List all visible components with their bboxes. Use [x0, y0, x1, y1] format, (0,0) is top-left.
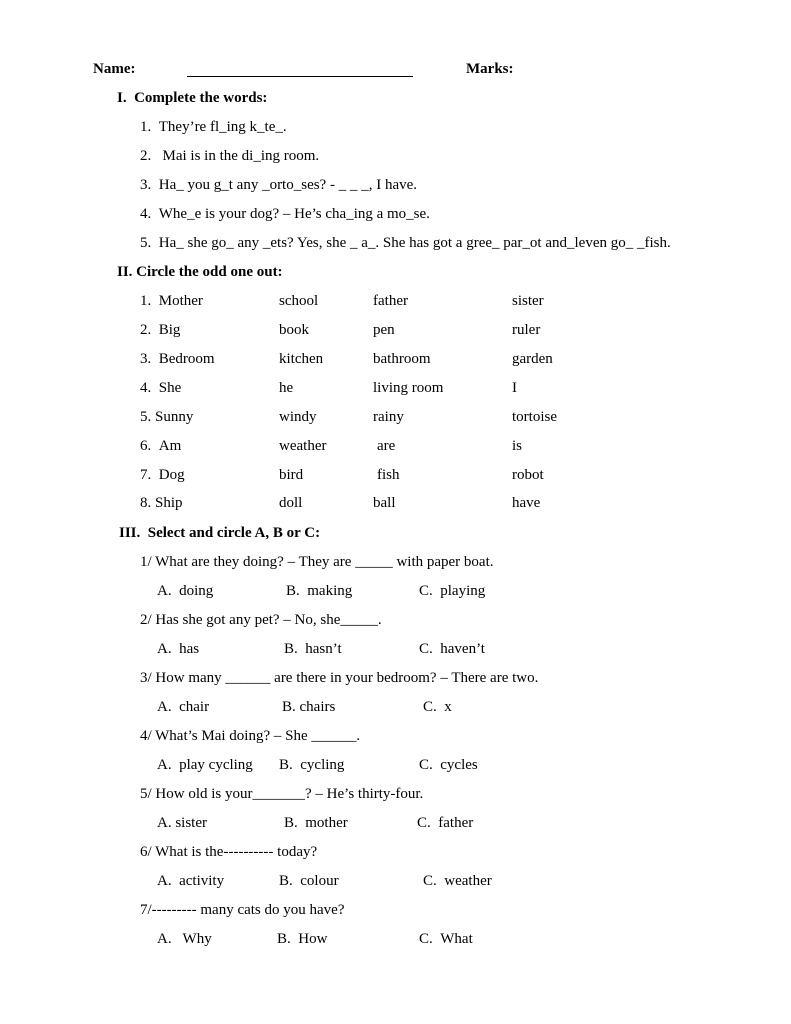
- odd-one-row-word: 3. Bedroom: [140, 351, 215, 367]
- option-a[interactable]: A. has: [157, 641, 200, 657]
- option-b[interactable]: B. mother: [284, 815, 348, 831]
- option-c[interactable]: C. father: [417, 815, 474, 831]
- option-b[interactable]: B. How: [277, 931, 328, 947]
- odd-one-row-word: kitchen: [279, 351, 324, 367]
- odd-one-row-word: doll: [279, 495, 303, 511]
- section-1-item: 5. Ha_ she go_ any _ets? Yes, she _ a_. She has got a gree_ par_ot and_leven go_ _fish.: [140, 235, 671, 251]
- question-text: 7/--------- many cats do you have?: [140, 902, 345, 918]
- odd-one-row-word: 4. She: [140, 380, 182, 396]
- odd-one-row-word: he: [279, 380, 294, 396]
- odd-one-row-word: rainy: [373, 409, 404, 425]
- odd-one-row-word: ruler: [512, 322, 541, 338]
- odd-one-row-word: weather: [279, 438, 327, 454]
- odd-one-row-word: have: [512, 495, 541, 511]
- option-a[interactable]: A. Why: [157, 931, 212, 947]
- option-a[interactable]: A. sister: [157, 815, 207, 831]
- option-a[interactable]: A. doing: [157, 583, 214, 599]
- section-1-title: I. Complete the words:: [117, 90, 268, 106]
- section-1-item: 3. Ha_ you g_t any _orto_ses? - _ _ _, I have.: [140, 177, 418, 193]
- odd-one-row-word: living room: [373, 380, 444, 396]
- odd-one-row-word: ball: [373, 495, 396, 511]
- name-blank-line[interactable]: [187, 76, 413, 77]
- option-b[interactable]: B. making: [286, 583, 353, 599]
- odd-one-row-word: 6. Am: [140, 438, 182, 454]
- section-1-item: 1. They’re fl_ing k_te_.: [140, 119, 287, 135]
- option-c[interactable]: C. cycles: [419, 757, 478, 773]
- odd-one-row-word: is: [512, 438, 523, 454]
- odd-one-row-word: I: [512, 380, 517, 396]
- section-2-title: II. Circle the odd one out:: [117, 264, 283, 280]
- odd-one-row-word: school: [279, 293, 319, 309]
- question-text: 4/ What’s Mai doing? – She ______.: [140, 728, 361, 744]
- question-text: 2/ Has she got any pet? – No, she_____.: [140, 612, 382, 628]
- odd-one-row-word: book: [279, 322, 309, 338]
- option-b[interactable]: B. colour: [279, 873, 339, 889]
- odd-one-row-word: 1. Mother: [140, 293, 203, 309]
- option-c[interactable]: C. x: [423, 699, 452, 715]
- odd-one-row-word: windy: [279, 409, 317, 425]
- option-c[interactable]: C. weather: [423, 873, 492, 889]
- section-1-item: 4. Whe_e is your dog? – He’s cha_ing a mo_se.: [140, 206, 430, 222]
- option-a[interactable]: A. play cycling: [157, 757, 253, 773]
- odd-one-row-word: garden: [512, 351, 553, 367]
- odd-one-row-word: bathroom: [373, 351, 431, 367]
- odd-one-row-word: 8. Ship: [140, 495, 183, 511]
- odd-one-row-word: 2. Big: [140, 322, 181, 338]
- option-a[interactable]: A. activity: [157, 873, 225, 889]
- option-b[interactable]: B. chairs: [282, 699, 336, 715]
- question-text: 6/ What is the---------- today?: [140, 844, 318, 860]
- marks-label: Marks:: [466, 61, 514, 77]
- question-text: 5/ How old is your_______? – He’s thirty-four.: [140, 786, 424, 802]
- name-label: Name:: [93, 61, 136, 77]
- odd-one-row-word: fish: [377, 467, 400, 483]
- odd-one-row-word: bird: [279, 467, 304, 483]
- option-b[interactable]: B. cycling: [279, 757, 345, 773]
- odd-one-row-word: 5. Sunny: [140, 409, 194, 425]
- section-1-item: 2. Mai is in the di_ing room.: [140, 148, 320, 164]
- odd-one-row-word: tortoise: [512, 409, 557, 425]
- odd-one-row-word: are: [377, 438, 396, 454]
- odd-one-row-word: father: [373, 293, 408, 309]
- option-c[interactable]: C. What: [419, 931, 473, 947]
- section-3-title: III. Select and circle A, B or C:: [119, 525, 321, 541]
- option-c[interactable]: C. haven’t: [419, 641, 485, 657]
- odd-one-row-word: 7. Dog: [140, 467, 185, 483]
- odd-one-row-word: sister: [512, 293, 544, 309]
- odd-one-row-word: robot: [512, 467, 544, 483]
- odd-one-row-word: pen: [373, 322, 395, 338]
- question-text: 1/ What are they doing? – They are _____ with paper boat.: [140, 554, 494, 570]
- option-a[interactable]: A. chair: [157, 699, 210, 715]
- option-c[interactable]: C. playing: [419, 583, 486, 599]
- question-text: 3/ How many ______ are there in your bedroom? – There are two.: [140, 670, 539, 686]
- option-b[interactable]: B. hasn’t: [284, 641, 342, 657]
